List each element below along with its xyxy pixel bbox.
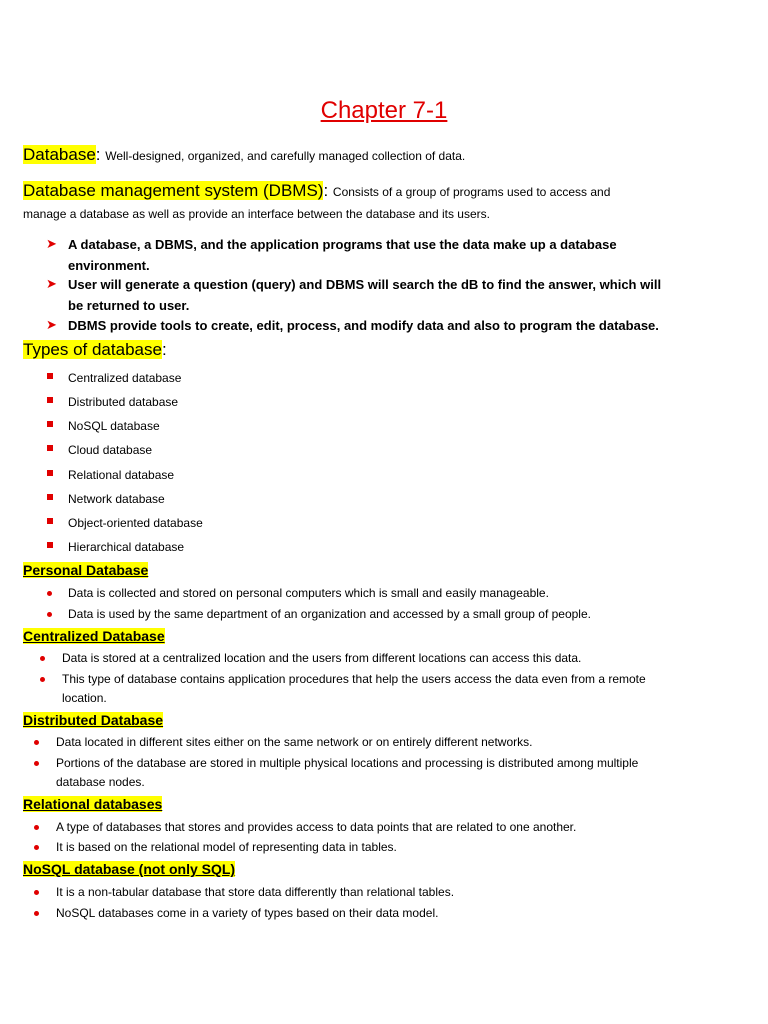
page-title: Chapter 7-1 xyxy=(320,97,448,124)
centralized-point-2-line1: This type of database contains application procedures that help the users access the data even from a remote xyxy=(62,672,646,686)
centralized-point-2-line2: location. xyxy=(62,691,107,705)
dbms-definition-line2: manage a database as well as provide an interface between the database and its users. xyxy=(23,207,490,221)
list-item: Network database xyxy=(68,492,165,506)
square-bullet-icon xyxy=(47,445,53,451)
list-item: NoSQL database xyxy=(68,419,160,433)
types-heading: Types of database: xyxy=(23,340,167,359)
square-bullet-icon xyxy=(47,421,53,427)
nosql-heading: NoSQL database (not only SQL) xyxy=(23,861,236,877)
dot-bullet-icon xyxy=(34,761,39,766)
database-definition-text: Well-designed, organized, and carefully managed collection of data. xyxy=(105,149,466,163)
arrow-bullet-icon: ➤ xyxy=(46,276,57,291)
dbms-definition-line1: Consists of a group of programs used to access and xyxy=(332,185,611,199)
square-bullet-icon xyxy=(47,470,53,476)
distributed-point-1: Data located in different sites either on the same network or on entirely different networks. xyxy=(56,735,533,749)
relational-point-1: A type of databases that stores and provides access to data points that are related to one another. xyxy=(56,820,577,834)
relational-point-2: It is based on the relational model of representing data in tables. xyxy=(56,840,397,854)
types-heading-text: Types of database xyxy=(23,340,162,359)
dbms-point-1-line1: A database, a DBMS, and the application programs that use the data make up a database xyxy=(68,237,617,252)
relational-heading: Relational databases xyxy=(23,796,163,812)
dot-bullet-icon xyxy=(47,591,52,596)
square-bullet-icon xyxy=(47,518,53,524)
square-bullet-icon xyxy=(47,542,53,548)
database-term: Database xyxy=(23,145,96,164)
arrow-bullet-icon: ➤ xyxy=(46,317,57,332)
dbms-point-3: DBMS provide tools to create, edit, process, and modify data and also to program the database. xyxy=(68,318,659,333)
distributed-point-2-line1: Portions of the database are stored in multiple physical locations and processing is distributed among multiple xyxy=(56,756,639,770)
square-bullet-icon xyxy=(47,397,53,403)
dbms-point-1-line2: environment. xyxy=(68,258,150,273)
arrow-bullet-icon: ➤ xyxy=(46,236,57,251)
square-bullet-icon xyxy=(47,373,53,379)
personal-point-1: Data is collected and stored on personal computers which is small and easily manageable. xyxy=(68,586,549,600)
centralized-point-1: Data is stored at a centralized location and the users from different locations can access this data. xyxy=(62,651,582,665)
distributed-point-2-line2: database nodes. xyxy=(56,775,145,789)
list-item: Distributed database xyxy=(68,395,179,409)
personal-heading: Personal Database xyxy=(23,562,149,578)
dot-bullet-icon xyxy=(34,911,39,916)
centralized-heading: Centralized Database xyxy=(23,628,165,644)
dot-bullet-icon xyxy=(34,845,39,850)
list-item: Hierarchical database xyxy=(68,540,185,554)
list-item: Object-oriented database xyxy=(68,516,203,530)
personal-point-2: Data is used by the same department of an organization and accessed by a small group of people. xyxy=(68,607,591,621)
dbms-term: Database management system (DBMS) xyxy=(23,181,324,200)
dot-bullet-icon xyxy=(40,677,45,682)
dot-bullet-icon xyxy=(47,612,52,617)
dbms-definition: Database management system (DBMS): Consists of a group of programs used to access and xyxy=(23,181,611,200)
square-bullet-icon xyxy=(47,494,53,500)
dbms-point-2-line1: User will generate a question (query) and DBMS will search the dB to find the answer, which will xyxy=(68,277,662,292)
dot-bullet-icon xyxy=(40,656,45,661)
nosql-point-2: NoSQL databases come in a variety of types based on their data model. xyxy=(56,906,439,920)
database-definition: Database: Well-designed, organized, and carefully managed collection of data. xyxy=(23,145,466,164)
dot-bullet-icon xyxy=(34,890,39,895)
nosql-point-1: It is a non-tabular database that store data differently than relational tables. xyxy=(56,885,455,899)
list-item: Relational database xyxy=(68,468,175,482)
distributed-heading: Distributed Database xyxy=(23,712,164,728)
list-item: Cloud database xyxy=(68,443,153,457)
dot-bullet-icon xyxy=(34,740,39,745)
dbms-point-2-line2: be returned to user. xyxy=(68,298,190,313)
dot-bullet-icon xyxy=(34,825,39,830)
list-item: Centralized database xyxy=(68,371,182,385)
